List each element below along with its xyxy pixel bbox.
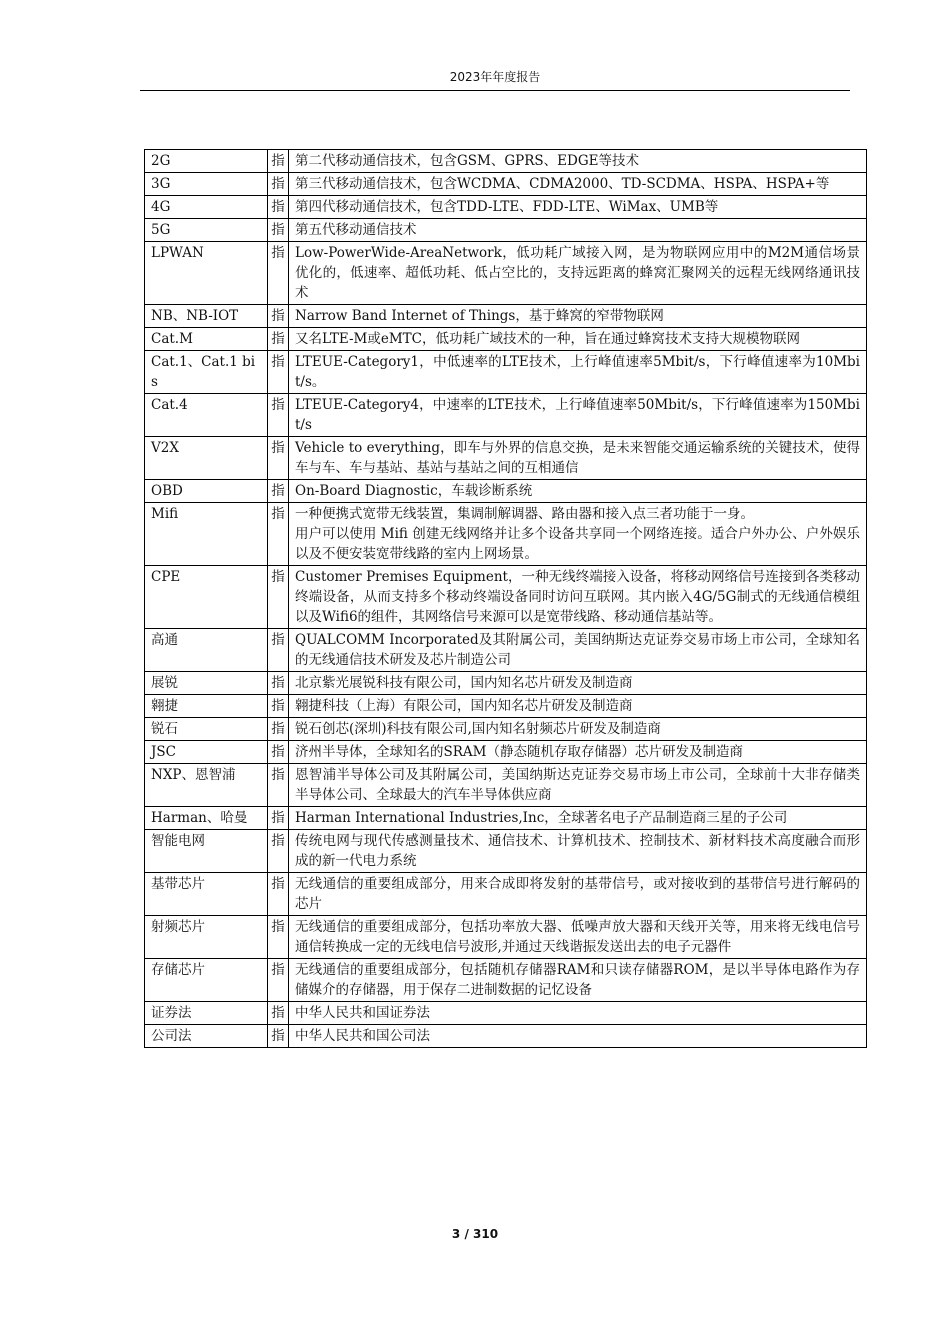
definition-cell [289, 629, 867, 672]
refers-to-cell: 指 [268, 503, 289, 566]
definition-cell [289, 1025, 867, 1048]
table-row [145, 242, 867, 305]
definition-paragraph: 济州半导体，全球知名的SRAM（静态随机存取存储器）芯片研发及制造商 [295, 744, 743, 760]
definition-paragraph: 锐石创芯(深圳)科技有限公司,国内知名射频芯片研发及制造商 [295, 721, 661, 737]
definition-paragraph: 恩智浦半导体公司及其附属公司，美国纳斯达克证券交易市场上市公司，全球前十大非存储类半导体公司、全球最大的汽车半导体供应商 [295, 767, 860, 803]
definition-cell [289, 566, 867, 629]
term-cell: 证券法 [145, 1002, 268, 1025]
table-row [145, 1025, 867, 1048]
table-row [145, 916, 867, 959]
term-cell: Cat.4 [145, 394, 268, 437]
term-cell: Harman、哈曼 [145, 807, 268, 830]
definition-paragraph: Customer Premises Equipment，一种无线终端接入设备，将移动网络信号连接到各类移动终端设备，从而支持多个移动终端设备同时访问互联网。其内嵌入4G/5G制式的无线通信模组以及Wifi6的组件，其网络信号来源可以是宽带线路、移动通信基站等。 [295, 569, 860, 625]
table-row [145, 503, 867, 566]
term-cell: CPE [145, 566, 268, 629]
definition-cell [289, 150, 867, 173]
definition-paragraph: 第四代移动通信技术，包含TDD-LTE、FDD-LTE、WiMax、UMB等 [295, 199, 719, 215]
definition-cell [289, 718, 867, 741]
definition-cell [289, 873, 867, 916]
table-row [145, 807, 867, 830]
definition-paragraph: Narrow Band Internet of Things，基于蜂窝的窄带物联网 [295, 308, 664, 324]
definition-cell [289, 351, 867, 394]
table-row [145, 437, 867, 480]
term-cell: OBD [145, 480, 268, 503]
definition-paragraph: Vehicle to everything，即车与外界的信息交换，是未来智能交通运输系统的关键技术，使得车与车、车与基站、基站与基站之间的互相通信 [295, 440, 860, 476]
definition-paragraph: 用户可以使用 Mifi 创建无线网络并让多个设备共享同一个网络连接。适合户外办公、户外娱乐以及不便安装宽带线路的室内上网场景。 [295, 526, 860, 562]
refers-to-cell: 指 [268, 305, 289, 328]
term-cell: 射频芯片 [145, 916, 268, 959]
definition-paragraph: 中华人民共和国证券法 [295, 1005, 430, 1021]
table-row [145, 672, 867, 695]
definition-cell [289, 807, 867, 830]
report-title: 2023年年度报告 [449, 70, 541, 84]
table-row [145, 305, 867, 328]
term-cell: Cat.1、Cat.1 bis [145, 351, 268, 394]
definition-cell [289, 242, 867, 305]
glossary-body [145, 150, 867, 1048]
definition-paragraph: 中华人民共和国公司法 [295, 1028, 430, 1044]
table-row [145, 351, 867, 394]
table-row [145, 1002, 867, 1025]
table-row [145, 764, 867, 807]
refers-to-cell: 指 [268, 916, 289, 959]
refers-to-cell: 指 [268, 741, 289, 764]
table-row [145, 566, 867, 629]
term-cell: V2X [145, 437, 268, 480]
refers-to-cell: 指 [268, 566, 289, 629]
definition-paragraph: 又名LTE-M或eMTC，低功耗广域技术的一种，旨在通过蜂窝技术支持大规模物联网 [295, 331, 801, 347]
refers-to-cell: 指 [268, 629, 289, 672]
term-cell: 智能电网 [145, 830, 268, 873]
term-cell: JSC [145, 741, 268, 764]
term-cell: LPWAN [145, 242, 268, 305]
definition-cell [289, 219, 867, 242]
glossary-table [144, 149, 867, 1048]
definition-paragraph: 无线通信的重要组成部分，包括功率放大器、低噪声放大器和天线开关等，用来将无线电信号通信转换成一定的无线电信号波形,并通过天线谐振发送出去的电子元器件 [295, 919, 860, 955]
definition-cell [289, 480, 867, 503]
table-row [145, 873, 867, 916]
refers-to-cell: 指 [268, 173, 289, 196]
term-cell: 翱捷 [145, 695, 268, 718]
definition-paragraph: Harman International Industries,Inc，全球著名电子产品制造商三星的子公司 [295, 810, 788, 826]
definition-cell [289, 959, 867, 1002]
table-row [145, 695, 867, 718]
term-cell: 展锐 [145, 672, 268, 695]
definition-paragraph: 翱捷科技（上海）有限公司，国内知名芯片研发及制造商 [295, 698, 633, 714]
definition-paragraph: 北京紫光展锐科技有限公司，国内知名芯片研发及制造商 [295, 675, 633, 691]
refers-to-cell: 指 [268, 437, 289, 480]
term-cell: 存储芯片 [145, 959, 268, 1002]
refers-to-cell: 指 [268, 394, 289, 437]
term-cell: 高通 [145, 629, 268, 672]
refers-to-cell: 指 [268, 480, 289, 503]
table-row [145, 480, 867, 503]
definition-paragraph: On-Board Diagnostic，车载诊断系统 [295, 483, 533, 499]
definition-cell [289, 741, 867, 764]
definition-cell [289, 830, 867, 873]
definition-paragraph: 传统电网与现代传感测量技术、通信技术、计算机技术、控制技术、新材料技术高度融合而形成的新一代电力系统 [295, 833, 860, 869]
table-row [145, 328, 867, 351]
term-cell: Cat.M [145, 328, 268, 351]
definition-cell [289, 1002, 867, 1025]
definition-paragraph: 一种便携式宽带无线装置，集调制解调器、路由器和接入点三者功能于一身。 [295, 506, 754, 522]
table-row [145, 219, 867, 242]
definition-cell [289, 764, 867, 807]
refers-to-cell: 指 [268, 219, 289, 242]
definition-cell [289, 695, 867, 718]
definition-cell [289, 916, 867, 959]
refers-to-cell: 指 [268, 351, 289, 394]
term-cell: 公司法 [145, 1025, 268, 1048]
table-row [145, 150, 867, 173]
refers-to-cell: 指 [268, 1025, 289, 1048]
term-cell: 3G [145, 173, 268, 196]
definition-paragraph: QUALCOMM Incorporated及其附属公司，美国纳斯达克证券交易市场上市公司，全球知名的无线通信技术研发及芯片制造公司 [295, 632, 860, 668]
refers-to-cell: 指 [268, 764, 289, 807]
definition-cell [289, 328, 867, 351]
term-cell: 基带芯片 [145, 873, 268, 916]
definition-cell [289, 672, 867, 695]
term-cell: Mifi [145, 503, 268, 566]
refers-to-cell: 指 [268, 242, 289, 305]
definition-paragraph: 第三代移动通信技术，包含WCDMA、CDMA2000、TD-SCDMA、HSPA、HSPA+等 [295, 176, 830, 192]
term-cell: 锐石 [145, 718, 268, 741]
table-row [145, 718, 867, 741]
refers-to-cell: 指 [268, 1002, 289, 1025]
refers-to-cell: 指 [268, 196, 289, 219]
definition-paragraph: 第二代移动通信技术，包含GSM、GPRS、EDGE等技术 [295, 153, 639, 169]
definition-paragraph: LTEUE-Category4，中速率的LTE技术，上行峰值速率50Mbit/s，下行峰值速率为150Mbit/s [295, 397, 860, 433]
definition-cell [289, 305, 867, 328]
table-row [145, 830, 867, 873]
definition-cell [289, 173, 867, 196]
refers-to-cell: 指 [268, 873, 289, 916]
refers-to-cell: 指 [268, 328, 289, 351]
refers-to-cell: 指 [268, 672, 289, 695]
definition-cell [289, 503, 867, 566]
table-row [145, 629, 867, 672]
refers-to-cell: 指 [268, 695, 289, 718]
refers-to-cell: 指 [268, 150, 289, 173]
refers-to-cell: 指 [268, 830, 289, 873]
definition-cell [289, 196, 867, 219]
page-number: 3 / 310 [451, 1227, 499, 1241]
definition-paragraph: 无线通信的重要组成部分，包括随机存储器RAM和只读存储器ROM，是以半导体电路作为存储媒介的存储器，用于保存二进制数据的记忆设备 [295, 962, 860, 998]
definition-cell [289, 437, 867, 480]
term-cell: NB、NB-IOT [145, 305, 268, 328]
refers-to-cell: 指 [268, 718, 289, 741]
table-row [145, 959, 867, 1002]
definition-paragraph: Low-PowerWide-AreaNetwork，低功耗广域接入网，是为物联网应用中的M2M通信场景优化的，低速率、超低功耗、低占空比的，支持远距离的蜂窝汇聚网关的远程无线网络通讯技术 [295, 245, 860, 301]
definition-paragraph: LTEUE-Category1，中低速率的LTE技术，上行峰值速率5Mbit/s，下行峰值速率为10Mbit/s。 [295, 354, 860, 390]
definition-cell [289, 394, 867, 437]
definition-paragraph: 无线通信的重要组成部分，用来合成即将发射的基带信号，或对接收到的基带信号进行解码的芯片 [295, 876, 860, 912]
page-header [140, 68, 850, 91]
term-cell: NXP、恩智浦 [145, 764, 268, 807]
term-cell: 5G [145, 219, 268, 242]
refers-to-cell: 指 [268, 959, 289, 1002]
table-row [145, 196, 867, 219]
term-cell: 4G [145, 196, 268, 219]
table-row [145, 741, 867, 764]
refers-to-cell: 指 [268, 807, 289, 830]
table-row [145, 394, 867, 437]
definition-paragraph: 第五代移动通信技术 [295, 222, 417, 238]
term-cell: 2G [145, 150, 268, 173]
table-row [145, 173, 867, 196]
